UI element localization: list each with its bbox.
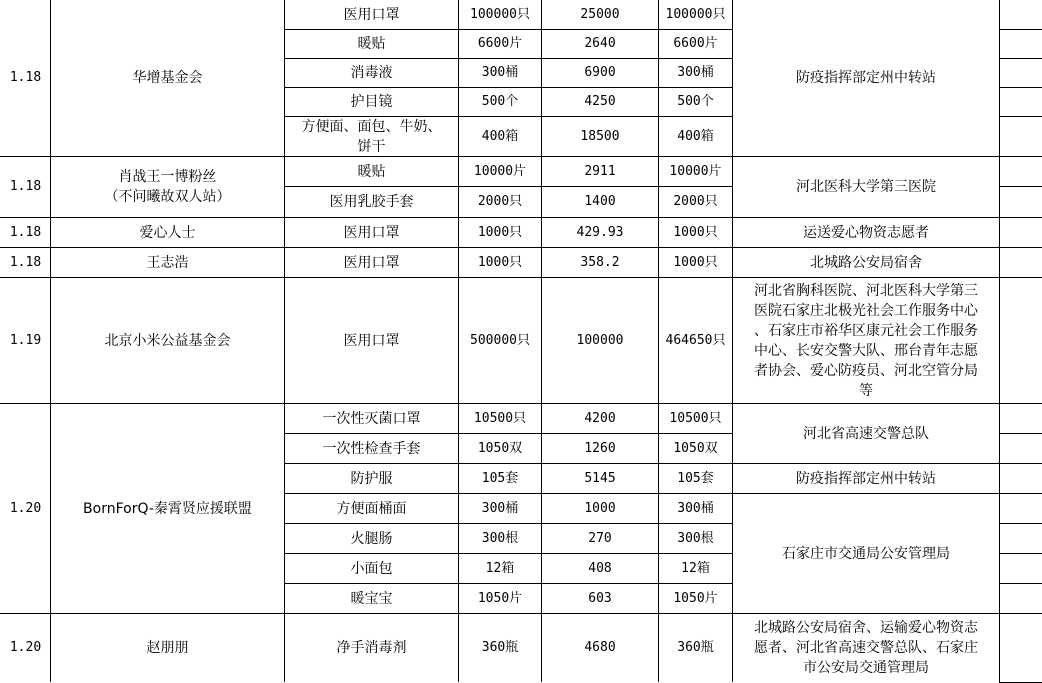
recipient-cell: 河北省胸科医院、河北医科大学第三 医院石家庄北极光社会工作服务中心 、石家庄市裕华区康元社会工作服务 中心、长安交警大队、邢台青年志愿 者协会、爱心防疫员、河北空管分局 等 (754, 282, 978, 399)
item-dist-cell: 12箱 (681, 560, 710, 576)
item-qty-cell: 1050片 (477, 590, 523, 606)
item-qty-cell: 500000只 (470, 332, 530, 348)
item-name-cell: 防护服 (350, 470, 393, 487)
item-amount-cell: 2640 (584, 36, 616, 51)
grid-line (999, 277, 1042, 278)
grid-line (999, 433, 1042, 434)
item-qty-cell: 100000只 (470, 6, 530, 22)
date-cell: 1.20 (9, 500, 42, 516)
grid-line (999, 87, 1042, 88)
donor-cell: BornForQ-秦霄贤应援联盟 (83, 500, 252, 517)
grid-line (658, 0, 659, 682)
item-qty-cell: 360瓶 (481, 640, 519, 655)
item-dist-cell: 10000片 (669, 163, 722, 179)
item-name-cell: 方便面、面包、牛奶、 饼干 (301, 118, 442, 155)
item-name-cell: 火腿肠 (350, 530, 393, 547)
date-cell: 1.18 (9, 179, 42, 194)
item-name-cell: 医用乳胶手套 (329, 194, 414, 210)
item-name-cell: 暖贴 (357, 163, 386, 180)
grid-line (999, 0, 1000, 682)
item-dist-cell: 105套 (677, 470, 714, 486)
item-qty-cell: 500个 (481, 94, 519, 109)
item-qty-cell: 2000只 (477, 194, 523, 209)
recipient-cell: 河北医科大学第三医院 (796, 179, 936, 195)
grid-line (458, 0, 459, 682)
item-amount-cell: 358.2 (580, 254, 620, 270)
item-amount-cell: 100000 (576, 332, 624, 348)
item-name-cell: 医用口罩 (343, 224, 400, 241)
item-qty-cell: 6600片 (477, 36, 523, 51)
item-amount-cell: 25000 (580, 6, 620, 22)
item-name-cell: 净手消毒剂 (336, 640, 407, 656)
item-dist-cell: 1000只 (673, 254, 718, 270)
item-amount-cell: 4200 (584, 410, 616, 426)
recipient-cell: 防疫指挥部定州中转站 (796, 470, 936, 487)
donor-cell: 华增基金会 (132, 70, 203, 86)
item-amount-cell: 603 (588, 590, 612, 606)
grid-line (732, 0, 733, 682)
item-amount-cell: 6900 (584, 65, 616, 80)
grid-line (999, 553, 1042, 554)
item-name-cell: 消毒液 (350, 65, 393, 81)
item-dist-cell: 500个 (677, 94, 714, 109)
item-amount-cell: 4680 (584, 640, 616, 655)
donor-cell: 赵朋朋 (146, 640, 189, 656)
recipient-cell: 防疫指挥部定州中转站 (796, 70, 936, 86)
item-amount-cell: 408 (588, 560, 612, 576)
grid-line (999, 116, 1042, 117)
item-name-cell: 方便面桶面 (336, 500, 407, 517)
item-dist-cell: 300桶 (677, 65, 714, 80)
item-dist-cell: 300根 (677, 530, 714, 546)
grid-line (999, 156, 1042, 157)
grid-line (999, 463, 1042, 464)
item-amount-cell: 270 (588, 530, 612, 546)
item-dist-cell: 10500只 (669, 410, 722, 426)
item-amount-cell: 18500 (580, 128, 620, 144)
donor-cell: 爱心人士 (139, 224, 196, 241)
recipient-cell: 北城路公安局宿舍 (810, 254, 922, 271)
item-qty-cell: 400箱 (481, 128, 519, 144)
grid-line (999, 186, 1042, 187)
item-qty-cell: 300桶 (481, 500, 519, 516)
item-amount-cell: 429.93 (576, 224, 624, 240)
recipient-cell: 河北省高速交警总队 (803, 425, 929, 442)
recipient-cell: 北城路公安局宿舍、运输爱心物资志 愿者、河北省高速交警总队、石家庄 市公安局交通管理局 (754, 620, 978, 676)
item-qty-cell: 12箱 (485, 560, 515, 576)
item-qty-cell: 1050双 (477, 440, 523, 456)
grid-line (999, 247, 1042, 248)
item-name-cell: 暖贴 (357, 36, 386, 52)
item-name-cell: 一次性检查手套 (322, 440, 421, 457)
item-name-cell: 医用口罩 (343, 6, 400, 23)
item-amount-cell: 2911 (584, 163, 616, 179)
grid-line (284, 0, 285, 682)
item-qty-cell: 1000只 (477, 224, 523, 240)
donor-cell: 王志浩 (146, 254, 189, 271)
date-cell: 1.20 (9, 640, 42, 655)
grid-line (999, 523, 1042, 524)
item-amount-cell: 5145 (584, 470, 616, 486)
item-qty-cell: 1000只 (477, 254, 523, 270)
grid-line (999, 58, 1042, 59)
item-dist-cell: 1050双 (673, 440, 718, 456)
item-dist-cell: 300桶 (677, 500, 714, 516)
item-dist-cell: 6600片 (673, 36, 718, 51)
grid-line (999, 583, 1042, 584)
grid-line (999, 217, 1042, 218)
grid-line (999, 29, 1042, 30)
item-dist-cell: 400箱 (677, 128, 714, 144)
item-name-cell: 护目镜 (350, 94, 393, 110)
item-amount-cell: 1000 (584, 500, 616, 516)
donor-cell: 肖战王一博粉丝 （不问曦故双人站） (104, 169, 231, 205)
item-amount-cell: 1260 (584, 440, 616, 456)
item-name-cell: 一次性灭菌口罩 (322, 410, 421, 427)
date-cell: 1.18 (9, 70, 42, 85)
grid-line (999, 403, 1042, 404)
item-qty-cell: 300桶 (481, 65, 519, 80)
item-qty-cell: 105套 (481, 470, 519, 486)
recipient-cell: 运送爱心物资志愿者 (803, 224, 929, 241)
date-cell: 1.18 (9, 254, 42, 270)
item-name-cell: 医用口罩 (343, 332, 400, 349)
grid-line (50, 0, 51, 682)
date-cell: 1.19 (9, 332, 42, 348)
item-amount-cell: 4250 (584, 94, 616, 109)
item-qty-cell: 10500只 (473, 410, 527, 426)
item-name-cell: 暖宝宝 (350, 590, 393, 607)
item-dist-cell: 464650只 (665, 332, 726, 348)
item-amount-cell: 1400 (584, 194, 616, 209)
item-dist-cell: 1050片 (673, 590, 718, 606)
item-dist-cell: 360瓶 (677, 640, 714, 655)
item-qty-cell: 10000片 (473, 163, 527, 179)
grid-line (999, 613, 1042, 614)
item-name-cell: 小面包 (350, 560, 393, 577)
date-cell: 1.18 (9, 224, 42, 240)
item-dist-cell: 2000只 (673, 194, 718, 209)
grid-line (999, 493, 1042, 494)
donor-cell: 北京小米公益基金会 (104, 332, 231, 349)
item-name-cell: 医用口罩 (343, 254, 400, 271)
recipient-cell: 石家庄市交通局公安管理局 (782, 545, 950, 562)
grid-line (541, 0, 542, 682)
item-dist-cell: 100000只 (665, 6, 726, 22)
item-dist-cell: 1000只 (673, 224, 718, 240)
item-qty-cell: 300根 (481, 530, 519, 546)
